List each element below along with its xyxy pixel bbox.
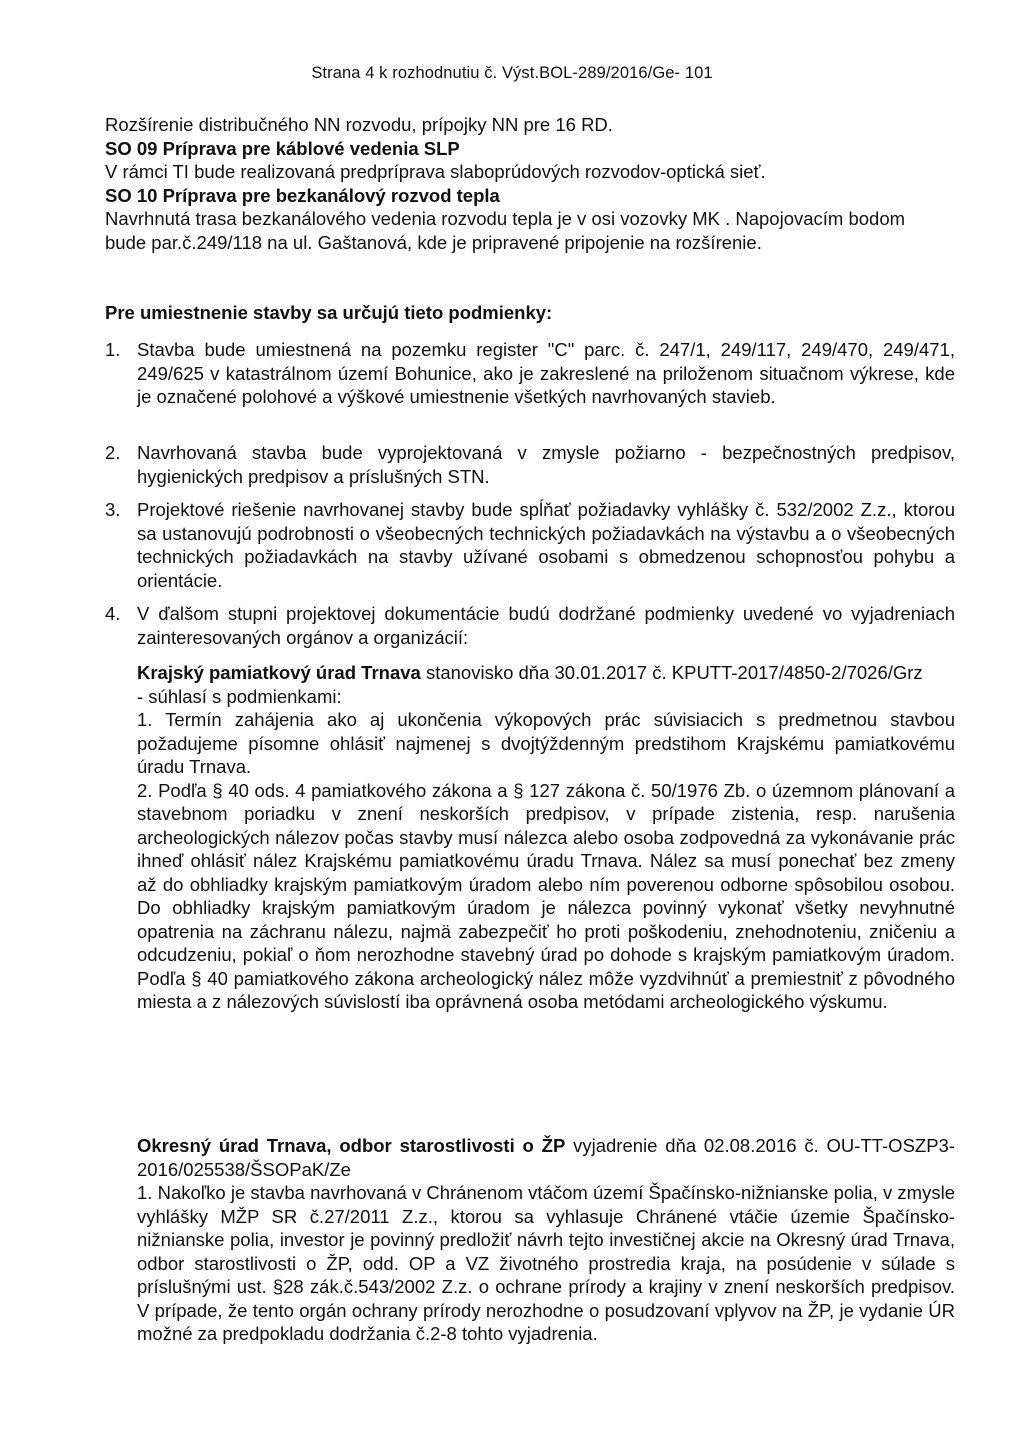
condition-item bbox=[105, 602, 955, 649]
kpu-ref: stanovisko dňa 30.01.2017 č. KPUTT-2017/4850-2/7026/Grz bbox=[420, 662, 923, 683]
kpu-org: Krajský pamiatkový úrad Trnava bbox=[137, 662, 421, 683]
so09-text: V rámci TI bude realizovaná predpríprava slaboprúdových rozvodov-optická sieť. bbox=[105, 161, 766, 182]
so09-title: SO 09 Príprava pre káblové vedenia SLP bbox=[105, 137, 460, 159]
condition-item bbox=[105, 498, 955, 592]
condition-number: 4. bbox=[105, 603, 121, 624]
kpu-agree: - súhlasí s podmienkami: bbox=[137, 685, 342, 707]
kpu-point-1: 1. Termín zahájenia ako aj ukončenia výkopových prác súvisiacich s predmetnou stavbou požadujeme písomne ohlásiť najmenej s dvojtýždenným predstihom Krajskému pamiatkovému úradu Trnava. bbox=[137, 709, 955, 777]
intro-section bbox=[105, 113, 955, 254]
condition-text: Projektové riešenie navrhovanej stavby bude spĺňať požiadavky vyhlášky č. 532/2002 Z.z., ktorou sa ustanovujú podrobnosti o všeobecných technických požiadavkách na výstavbu a o všeobecných technických požiadavkách na stavby užívané osobami s obmedzenou schopnosťou pohybu a orientácie. bbox=[137, 499, 955, 591]
okres-ref: vyjadrenie dňa 02.08.2016 č. OU-TT-OSZP3-2016/025538/ŠSOPaK/Ze bbox=[137, 1135, 956, 1180]
condition-number: 3. bbox=[105, 499, 121, 520]
kpu-point-2: 2. Podľa § 40 ods. 4 pamiatkového zákona a § 127 zákona č. 50/1976 Zb. o územnom plánovaní a stavebnom poriadku v znení neskorších predpisov, v prípade zistenia, resp. narušenia archeologických nálezov počas stavby musí nálezca alebo osoba zodpovedná za vykonávanie prác ihneď ohlásiť nález Krajskému pamiatkovému úradu Trnava. Nález sa musí ponechať bez zmeny až do obhliadky krajským pamiatkovým úradom alebo ním poverenou odborne spôsobilou osobou. Do obhliadky krajským pamiatkovým úradom je nálezca povinný vykonať všetky nevyhnutné opatrenia na záchranu nálezu, najmä zabezpečiť ho proti poškodeniu, znehodnoteniu, zničeniu a odcudzeniu, pokiaľ o ňom nerozhodne stavebný úrad po dohode s krajským pamiatkovým úradom. Podľa § 40 pamiatkového zákona archeologický nález môže vyzdvihnúť a premiestniť z pôvodného miesta a z nálezových súvislostí iba oprávnená osoba metódami archeologického výskumu. bbox=[137, 779, 955, 1012]
condition-item bbox=[105, 338, 955, 409]
kpu-section bbox=[137, 661, 955, 1014]
page-header: Strana 4 k rozhodnutiu č. Výst.BOL-289/2016/Ge- 101 bbox=[311, 64, 713, 82]
okres-section bbox=[137, 1134, 955, 1346]
condition-text: Navrhovaná stavba bude vyprojektovaná v zmysle požiarno - bezpečnostných predpisov, hygienických predpisov a príslušných STN. bbox=[137, 442, 955, 487]
so10-text: Navrhnutá trasa bezkanálového vedenia rozvodu tepla je v osi vozovky MK . Napojovacím bodom bude par.č.249/118 na ul. Gaštanová, kde je pripravené pripojenie na rozšírenie. bbox=[105, 208, 906, 253]
condition-text: Stavba bude umiestnená na pozemku register "C" parc. č. 247/1, 249/117, 249/470, 249/471, 249/625 v katastrálnom území Bohunice, ako je zakreslené na priloženom situačnom výkrese, kde je označené polohové a výškové umiestnenie všetkých navrhovaných stavieb. bbox=[137, 339, 955, 407]
condition-item bbox=[105, 441, 955, 488]
condition-number: 1. bbox=[105, 339, 121, 360]
condition-text: V ďalšom stupni projektovej dokumentácie budú dodržané podmienky uvedené vo vyjadreniach zainteresovaných orgánov a organizácií: bbox=[137, 603, 955, 648]
so10-title: SO 10 Príprava pre bezkanálový rozvod tepla bbox=[105, 184, 500, 206]
condition-number: 2. bbox=[105, 442, 121, 463]
conditions-heading: Pre umiestnenie stavby sa určujú tieto podmienky: bbox=[105, 302, 553, 323]
okres-org: Okresný úrad Trnava, odbor starostlivosti o ŽP bbox=[137, 1135, 566, 1156]
okres-point-1: 1. Nakoľko je stavba navrhovaná v Chránenom vtáčom území Špačínsko-nižnianske polia, v zmysle vyhlášky MŽP SR č.27/2011 Z.z., ktorou sa vyhlasuje Chránené vtáčie územie Špačínsko-nižnianske polia, investor je povinný predložiť návrh tejto investičnej akcie na Okresný úrad Trnava, odbor starostlivosti o ŽP, odd. OP a VZ životného prostredia kraja, na posúdenie v súlade s príslušnými ust. §28 zák.č.543/2002 Z.z. o ochrane prírody a krajiny v znení neskorších predpisov. V prípade, že tento orgán ochrany prírody nerozhodne o posudzovaní vplyvov na ŽP, je vydanie ÚR možné za predpokladu dodržania č.2-8 tohto vyjadrenia. bbox=[137, 1182, 955, 1344]
intro-line: Rozšírenie distribučného NN rozvodu, prípojky NN pre 16 RD. bbox=[105, 114, 613, 135]
